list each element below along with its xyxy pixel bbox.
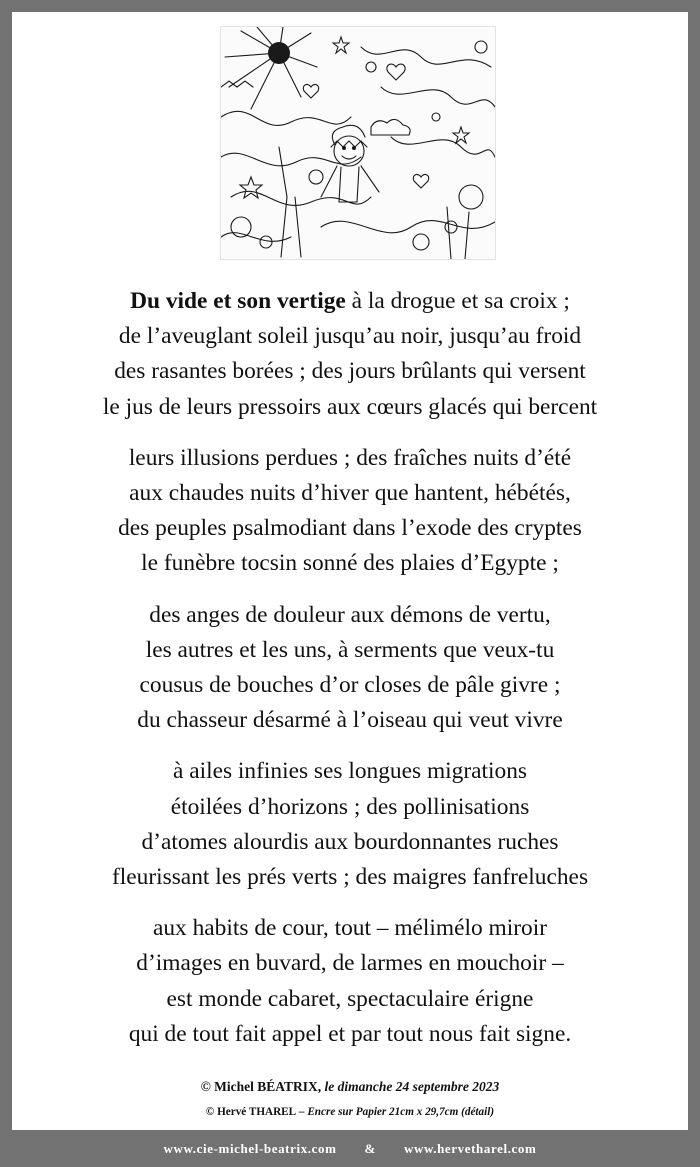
stanza-3: [12, 598, 688, 739]
poem-card: [12, 12, 688, 1130]
ink-drawing-illustration: [220, 26, 496, 260]
poem-title: Du vide et son vertige: [130, 288, 346, 314]
poem-line: cousus de bouches d’or closes de pâle givre ;: [139, 672, 561, 699]
poem-line: est monde cabaret, spectaculaire érigne: [166, 985, 534, 1012]
sun-icon: [268, 42, 290, 64]
poem-line: [12, 284, 688, 319]
poem-date: le dimanche 24 septembre 2023: [321, 1079, 500, 1094]
poem-line: des rasantes borées ; des jours brûlants qui versent: [114, 358, 586, 385]
poem-line: le funèbre tocsin sonné des plaies d’Egypte ;: [141, 550, 559, 577]
poem-line: d’images en buvard, de larmes en mouchoir –: [136, 950, 564, 977]
footer-bar: [0, 1130, 700, 1167]
footer-separator: &: [364, 1141, 376, 1156]
artist-credit: [12, 1104, 688, 1121]
poem-line: fleurissant les prés verts ; des maigres fanfreluches: [111, 864, 589, 891]
stanza-4: [12, 754, 688, 895]
poem-line: du chasseur désarmé à l’oiseau qui veut vivre: [137, 707, 563, 734]
artwork-medium: – Encre sur Papier 21cm x 29,7cm (détail): [296, 1106, 495, 1118]
stanza-5: [12, 911, 688, 1052]
author-credit: [12, 1078, 688, 1095]
author-name: © Michel BÉATRIX,: [200, 1079, 322, 1094]
poem-line: de l’aveuglant soleil jusqu’au noir, jusqu’au froid: [118, 323, 582, 350]
poem-line: des anges de douleur aux démons de vertu,: [149, 601, 551, 628]
poem-line: le jus de leurs pressoirs aux cœurs glacés qui bercent: [102, 393, 598, 420]
poem-line: d’atomes alourdis aux bourdonnantes ruches: [141, 828, 559, 855]
poem-line: aux habits de cour, tout – mélimélo miroir: [152, 915, 548, 942]
poem-line: les autres et les uns, à serments que veux-tu: [145, 636, 555, 663]
poem-line-text: à la drogue et sa croix ;: [345, 288, 570, 314]
stanza-2: [12, 441, 688, 582]
website-link-herve-tharel[interactable]: www.hervetharel.com: [403, 1141, 537, 1156]
credits: [12, 1078, 688, 1121]
poem-line: leurs illusions perdues ; des fraîches nuits d’été: [128, 444, 572, 471]
poem-text: [12, 284, 688, 1068]
poem-line: aux chaudes nuits d’hiver que hantent, hébétés,: [129, 480, 571, 507]
poem-line: étoilées d’horizons ; des pollinisations: [170, 793, 530, 820]
poem-line: des peuples psalmodiant dans l’exode des cryptes: [118, 515, 582, 542]
poem-line: qui de tout fait appel et par tout nous fait signe.: [128, 1020, 572, 1047]
doodle-artwork-icon: [221, 27, 495, 259]
stanza-1: [12, 284, 688, 425]
website-link-michel-beatrix[interactable]: www.cie-michel-beatrix.com: [163, 1141, 337, 1156]
artist-name: © Hervé THAREL: [205, 1106, 297, 1118]
poem-line: à ailes infinies ses longues migrations: [172, 758, 528, 785]
